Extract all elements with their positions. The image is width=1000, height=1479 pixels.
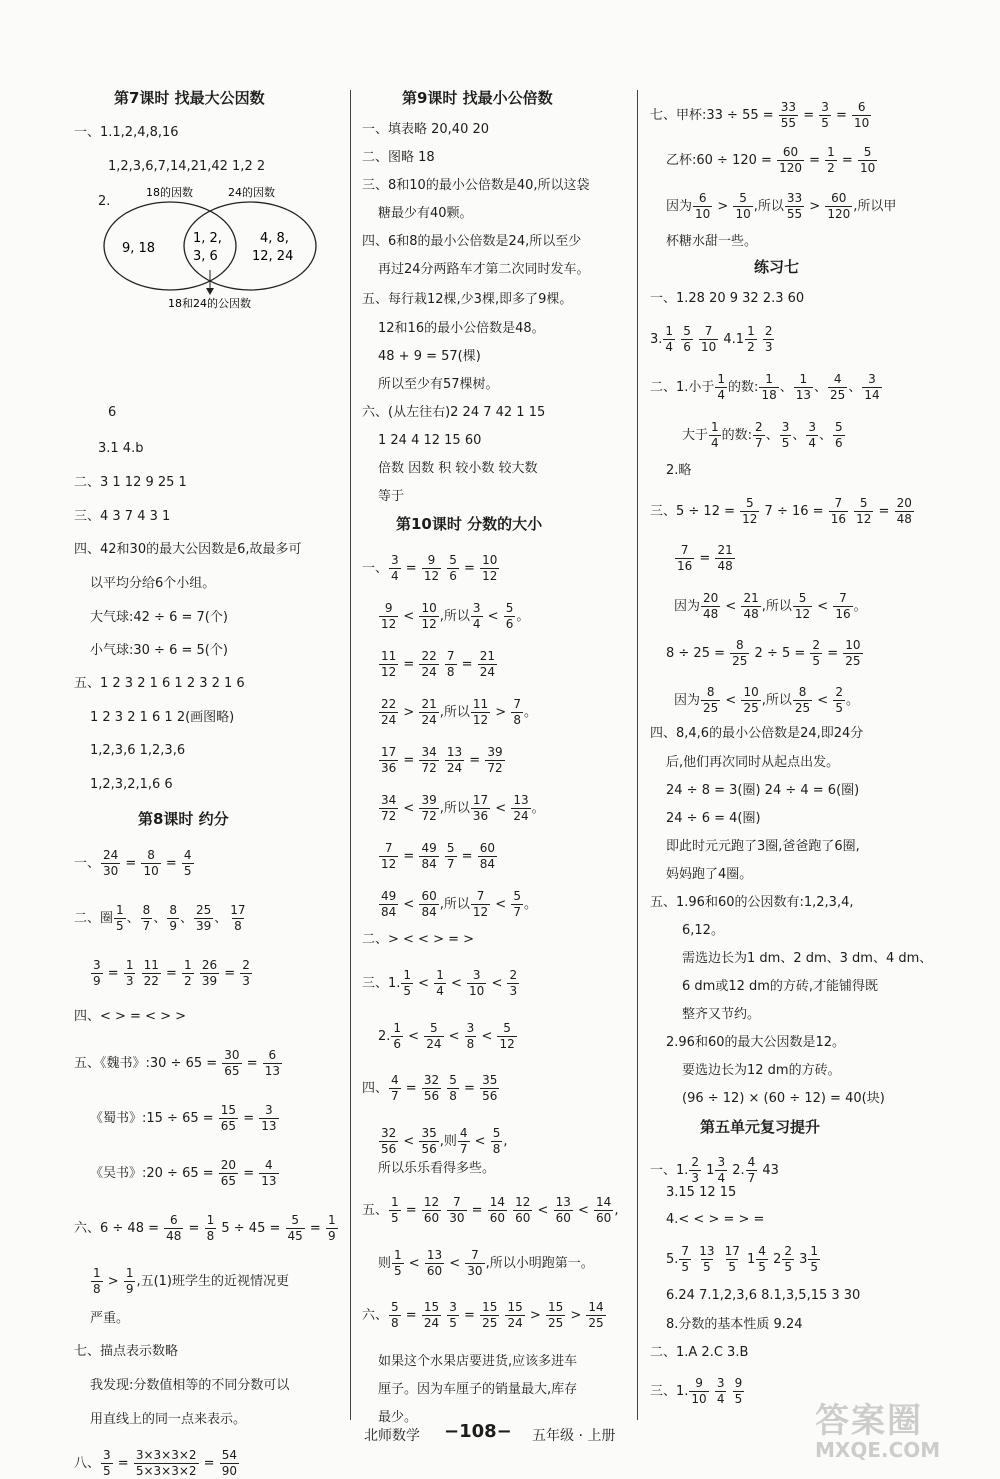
fraction: $\frac{33}{55}$ xyxy=(780,100,797,130)
fraction: $\frac{7}{16}$ xyxy=(835,591,851,621)
answer-line: 二、1.小于 $\frac{1}{4}$ 的数: $\frac{1}{18}$ 、 $\frac{1}{13}$ 、 $\frac{4}{25}$ 、 $\frac{3}{14}$ xyxy=(650,372,880,402)
watermark-logo: 答案圈 xyxy=(815,1401,923,1441)
fraction: $\frac{49}{84}$ xyxy=(421,841,437,871)
answer-line: 3.1 4.b xyxy=(98,441,144,456)
fraction: $\frac{2}{5}$ xyxy=(835,685,843,715)
answer-line: $\frac{3}{9}$ = $\frac{1}{3}$ $\frac{11}{22}$ = $\frac{1}{2}$ $\frac{26}{39}$ = $\frac{2}{3}$ xyxy=(93,958,250,988)
fraction: $\frac{5}{12}$ xyxy=(794,591,811,621)
answer-line: $\frac{11}{12}$ = $\frac{22}{24}$ $\frac{7}{8}$ = $\frac{21}{24}$ xyxy=(381,649,495,679)
fraction: $\frac{22}{24}$ xyxy=(381,697,397,727)
venn-right-title: 24的因数 xyxy=(228,186,275,199)
fraction: $\frac{15}{24}$ xyxy=(423,1300,440,1330)
fraction: $\frac{3}{5}$ xyxy=(103,1448,111,1478)
answer-line: $\frac{17}{36}$ = $\frac{34}{72}$ $\frac{13}{24}$ = $\frac{39}{72}$ xyxy=(381,745,503,775)
fraction: $\frac{4}{7}$ xyxy=(747,1155,756,1185)
fraction: $\frac{13}{24}$ xyxy=(446,745,463,775)
answer-line: $\frac{7}{12}$ = $\frac{49}{84}$ $\frac{5}{7}$ = $\frac{60}{84}$ xyxy=(381,841,495,871)
venn-right-values-1: 4, 8, xyxy=(260,231,289,246)
answer-line: 四、 $\frac{4}{7}$ = $\frac{32}{56}$ $\frac{5}{8}$ = $\frac{35}{56}$ xyxy=(362,1073,498,1103)
answer-line: 三、1. $\frac{1}{5}$ < $\frac{1}{4}$ < $\frac{3}{10}$ < $\frac{2}{3}$ xyxy=(362,968,518,998)
fraction: $\frac{1}{2}$ xyxy=(747,324,755,354)
fraction: $\frac{4}{25}$ xyxy=(830,372,846,402)
answer-line: 二、圈 $\frac{1}{5}$ 、 $\frac{8}{7}$ 、 $\frac{8}{9}$ 、 $\frac{25}{39}$ 、 $\frac{17}{8}$ xyxy=(74,903,246,933)
fraction: $\frac{3}{4}$ xyxy=(716,1376,725,1406)
answer-line: (96 ÷ 12) × (60 ÷ 12) = 40(块) xyxy=(682,1091,885,1106)
fraction: $\frac{8}{25}$ xyxy=(794,685,811,715)
answer-line: $\frac{32}{56}$ < $\frac{35}{56}$ ,则 $\frac{4}{7}$ < $\frac{5}{8}$ , xyxy=(381,1126,508,1156)
fraction: $\frac{11}{12}$ xyxy=(381,649,397,679)
fraction: $\frac{9}{12}$ xyxy=(381,601,397,631)
answer-line: 六、(从左往右)2 24 7 42 1 15 xyxy=(362,405,546,420)
fraction: $\frac{54}{90}$ xyxy=(221,1448,237,1478)
answer-line: 五、每行栽12棵,少3棵,即多了9棵。 xyxy=(362,292,573,307)
footer-grade: 五年级 · 上册 xyxy=(532,1428,616,1444)
fraction: $\frac{1}{5}$ xyxy=(391,1195,399,1225)
answer-line: 五、 $\frac{1}{5}$ = $\frac{12}{60}$ $\frac{7}{30}$ = $\frac{14}{60}$ $\frac{12}{60}$ < $\frac{13}{60}$ < $\frac{14}{60}$ , xyxy=(362,1195,619,1225)
answer-line: 6,12。 xyxy=(682,923,724,938)
answer-line: 六、6 ÷ 48 = $\frac{6}{48}$ = $\frac{1}{8}$ 5 ÷ 45 = $\frac{5}{45}$ = $\frac{1}{9}$ xyxy=(74,1213,336,1243)
fraction: $\frac{2}{3}$ xyxy=(509,968,518,998)
fraction: $\frac{22}{24}$ xyxy=(421,649,437,679)
fraction: $\frac{1}{6}$ xyxy=(393,1021,402,1051)
answer-line: 一、1.28 20 9 32 2.3 60 xyxy=(650,291,805,306)
fraction: $\frac{26}{39}$ xyxy=(201,958,218,988)
fraction: $\frac{4}{7}$ xyxy=(459,1126,468,1156)
section-heading: 第7课时 找最大公因数 xyxy=(114,89,265,107)
fraction: $\frac{5}{6}$ xyxy=(683,324,691,354)
fraction: $\frac{17}{36}$ xyxy=(381,745,397,775)
answer-line: 三、8和10的最小公倍数是40,所以这袋 xyxy=(362,178,590,193)
answer-line: 《蜀书》:15 ÷ 65 = $\frac{15}{65}$ = $\frac{3}{13}$ xyxy=(90,1103,277,1133)
answer-line: 一、 $\frac{3}{4}$ = $\frac{9}{12}$ $\frac{5}{6}$ = $\frac{10}{12}$ xyxy=(362,553,498,583)
fraction: $\frac{13}{60}$ xyxy=(555,1195,571,1225)
answer-line: 七、描点表示数略 xyxy=(74,1344,179,1359)
fraction: $\frac{8}{7}$ xyxy=(142,903,151,933)
answer-line: 3. $\frac{1}{4}$ $\frac{5}{6}$ $\frac{7}{10}$ 4.1 $\frac{1}{2}$ $\frac{2}{3}$ xyxy=(650,324,773,354)
fraction: $\frac{14}{60}$ xyxy=(489,1195,505,1225)
answer-line: 三、4 3 7 4 3 1 xyxy=(74,509,171,524)
answer-line: $\frac{49}{84}$ < $\frac{60}{84}$ ,所以 $\frac{7}{12}$ < $\frac{5}{7}$ 。 xyxy=(381,889,537,919)
fraction: $\frac{35}{56}$ xyxy=(482,1073,498,1103)
footer-subject: 北师数学 xyxy=(364,1428,420,1444)
fraction: $\frac{35}{56}$ xyxy=(421,1126,437,1156)
fraction: $\frac{3}{4}$ xyxy=(472,601,481,631)
answer-line: 则 $\frac{1}{5}$ < $\frac{13}{60}$ < $\frac{7}{30}$ ,所以小明跑第一。 xyxy=(378,1248,594,1278)
fraction: $\frac{6}{48}$ xyxy=(166,1213,182,1243)
fraction: $\frac{8}{9}$ xyxy=(169,903,177,933)
fraction: $\frac{17}{8}$ xyxy=(230,903,246,933)
answer-line: 用直线上的同一点来表示。 xyxy=(90,1412,247,1427)
venn-left-values: 9, 18 xyxy=(122,241,156,256)
answer-line: 妈妈跑了4圈。 xyxy=(666,867,753,882)
fraction: $\frac{7}{16}$ xyxy=(677,543,693,573)
fraction: $\frac{7}{30}$ xyxy=(467,1248,483,1278)
answer-line: $\frac{9}{12}$ < $\frac{10}{12}$ ,所以 $\frac{3}{4}$ < $\frac{5}{6}$ 。 xyxy=(381,601,530,631)
fraction: $\frac{9}{12}$ xyxy=(423,553,440,583)
answer-line: 以平均分给6个小组。 xyxy=(90,576,216,591)
venn-left-title: 18的因数 xyxy=(146,186,193,199)
fraction: $\frac{15}{24}$ xyxy=(507,1300,523,1330)
fraction: $\frac{5}{45}$ xyxy=(287,1213,303,1243)
answer-line: 1 2 3 2 1 6 1 2(画图略) xyxy=(90,710,235,725)
answer-line: 一、 $\frac{24}{30}$ = $\frac{8}{10}$ = $\frac{4}{5}$ xyxy=(74,848,192,878)
answer-line: 2. $\frac{1}{6}$ < $\frac{5}{24}$ < $\frac{3}{8}$ < $\frac{5}{12}$ xyxy=(378,1021,515,1051)
answer-line: 三、5 ÷ 12 = $\frac{5}{12}$ 7 ÷ 16 = $\frac{7}{16}$ $\frac{5}{12}$ = $\frac{20}{48}$ xyxy=(650,496,912,526)
fraction: $\frac{1}{5}$ xyxy=(116,903,124,933)
fraction: $\frac{8}{10}$ xyxy=(143,848,159,878)
fraction: $\frac{8}{25}$ xyxy=(732,638,748,668)
fraction: $\frac{7}{10}$ xyxy=(700,324,717,354)
answer-line: 2. xyxy=(98,194,111,209)
answer-line: 12和16的最小公倍数是48。 xyxy=(378,321,545,336)
fraction: $\frac{39}{72}$ xyxy=(487,745,503,775)
watermark-url: MXQE.COM xyxy=(815,1438,941,1462)
fraction: $\frac{4}{7}$ xyxy=(391,1073,399,1103)
fraction: $\frac{7}{16}$ xyxy=(830,496,846,526)
answer-line: 大于 $\frac{1}{4}$ 的数: $\frac{2}{7}$ 、 $\frac{3}{5}$ 、 $\frac{3}{4}$ 、 $\frac{5}{6}$ xyxy=(682,420,843,450)
answer-line: 1,2,3,6 1,2,3,6 xyxy=(90,743,186,758)
answer-line: 要选边长为12 dm的方砖。 xyxy=(682,1063,841,1078)
fraction: $\frac{2}{7}$ xyxy=(755,420,763,450)
fraction: $\frac{5}{10}$ xyxy=(735,191,751,221)
answer-line: 3.15 12 15 xyxy=(666,1185,737,1200)
answer-line: $\frac{34}{72}$ < $\frac{39}{72}$ ,所以 $\frac{17}{36}$ < $\frac{13}{24}$ 。 xyxy=(381,793,545,823)
answer-line: 6 dm或12 dm的方砖,才能铺得既 xyxy=(682,979,879,994)
fraction: $\frac{3}{13}$ xyxy=(261,1103,277,1133)
answer-line: $\frac{22}{24}$ > $\frac{21}{24}$ ,所以 $\frac{11}{12}$ > $\frac{7}{8}$ 。 xyxy=(381,697,537,727)
answer-line: 即此时元元跑了3圈,爸爸跑了6圈, xyxy=(666,839,860,854)
section-heading: 第五单元复习提升 xyxy=(700,1118,821,1136)
fraction: $\frac{49}{84}$ xyxy=(381,889,397,919)
fraction: $\frac{3}{4}$ xyxy=(717,1155,726,1185)
answer-line: 厘子。因为车厘子的销量最大,库存 xyxy=(378,1382,578,1397)
answer-line: 24 ÷ 8 = 3(圈) 24 ÷ 4 = 6(圈) xyxy=(666,783,860,798)
fraction: $\frac{3}{5}$ xyxy=(821,100,829,130)
answer-line: 如果这个水果店要进货,应该多进车 xyxy=(378,1354,578,1369)
fraction: $\frac{7}{12}$ xyxy=(472,889,489,919)
fraction: $\frac{2}{3}$ xyxy=(764,324,773,354)
fraction: $\frac{6}{10}$ xyxy=(695,191,711,221)
fraction: $\frac{60}{84}$ xyxy=(479,841,495,871)
fraction: $\frac{3}{4}$ xyxy=(808,420,816,450)
fraction: $\frac{1}{9}$ xyxy=(327,1213,336,1243)
fraction: $\frac{5}{12}$ xyxy=(499,1021,515,1051)
fraction: $\frac{60}{84}$ xyxy=(421,889,437,919)
fraction: $\frac{6}{13}$ xyxy=(264,1048,281,1078)
fraction: $\frac{1}{5}$ xyxy=(810,1244,819,1274)
fraction: $\frac{10}{25}$ xyxy=(845,638,861,668)
answer-line: 48 + 9 = 57(棵) xyxy=(378,349,481,364)
fraction: $\frac{10}{12}$ xyxy=(482,553,498,583)
answer-line: 后,他们再次同时从起点出发。 xyxy=(666,755,840,770)
watermark xyxy=(815,1393,995,1463)
answer-line: 一、填表略 20,40 20 xyxy=(362,122,490,137)
fraction: $\frac{20}{48}$ xyxy=(896,496,912,526)
answer-line: 再过24分两路车才第二次同时发车。 xyxy=(378,262,590,277)
answer-line: 因为 $\frac{6}{10}$ > $\frac{5}{10}$ ,所以 $\frac{33}{55}$ > $\frac{60}{120}$ ,所以甲 xyxy=(666,191,897,221)
fraction: $\frac{13}{24}$ xyxy=(513,793,529,823)
fraction: $\frac{5}{6}$ xyxy=(449,553,457,583)
footer-page-number: −108− xyxy=(444,1421,512,1442)
fraction: $\frac{1}{5}$ xyxy=(403,968,412,998)
fraction: $\frac{4}{13}$ xyxy=(261,1158,277,1188)
answer-line: 8 ÷ 25 = $\frac{8}{25}$ 2 ÷ 5 = $\frac{2}{5}$ = $\frac{10}{25}$ xyxy=(666,638,861,668)
fraction: $\frac{10}{25}$ xyxy=(743,685,759,715)
answer-line: 2.96和60的最大公因数是12。 xyxy=(666,1035,846,1050)
fraction: $\frac{7}{12}$ xyxy=(381,841,397,871)
fraction: $\frac{11}{12}$ xyxy=(472,697,489,727)
fraction: $\frac{60}{120}$ xyxy=(827,191,851,221)
fraction: $\frac{33}{55}$ xyxy=(786,191,803,221)
answer-line: 《吴书》:20 ÷ 65 = $\frac{20}{65}$ = $\frac{4}{13}$ xyxy=(90,1158,277,1188)
fraction: $\frac{6}{10}$ xyxy=(854,100,870,130)
fraction: $\frac{1}{2}$ xyxy=(827,145,835,175)
fraction: $\frac{2}{5}$ xyxy=(812,638,821,668)
answer-line: 5. $\frac{7}{5}$ $\frac{13}{5}$ $\frac{17}{5}$ 1 $\frac{4}{5}$ 2 $\frac{2}{5}$ 3 $\frac{1}{5}$ xyxy=(666,1244,819,1274)
answer-line: 因为 $\frac{8}{25}$ < $\frac{10}{25}$ ,所以 $\frac{8}{25}$ < $\frac{2}{5}$ 。 xyxy=(674,685,859,715)
fraction: $\frac{3\times 3\times 3\times 2}{5\times 3\times 3\times 2}$ xyxy=(135,1448,197,1478)
answer-line: 一、1.1,2,4,8,16 xyxy=(74,125,179,140)
fraction: $\frac{21}{48}$ xyxy=(743,591,759,621)
answer-line: $\frac{7}{16}$ = $\frac{21}{48}$ xyxy=(677,543,733,573)
fraction: $\frac{2}{3}$ xyxy=(242,958,250,988)
venn-diagram xyxy=(100,180,330,310)
answer-line: 二、> < < > = > xyxy=(362,932,475,947)
fraction: $\frac{25}{39}$ xyxy=(195,903,212,933)
fraction: $\frac{24}{30}$ xyxy=(103,848,119,878)
fraction: $\frac{13}{5}$ xyxy=(699,1244,715,1274)
answer-line: 大气球:42 ÷ 6 = 7(个) xyxy=(90,610,228,625)
fraction: $\frac{7}{5}$ xyxy=(681,1244,690,1274)
fraction: $\frac{21}{48}$ xyxy=(717,543,733,573)
answer-line: 等于 xyxy=(378,489,405,504)
fraction: $\frac{34}{72}$ xyxy=(381,793,397,823)
answer-line: 倍数 因数 积 较小数 较大数 xyxy=(378,461,538,476)
fraction: $\frac{14}{60}$ xyxy=(596,1195,612,1225)
answer-line: 严重。 xyxy=(90,1311,130,1326)
fraction: $\frac{1}{4}$ xyxy=(717,372,726,402)
fraction: $\frac{3}{8}$ xyxy=(466,1021,475,1051)
answer-line: 我发现:分数值相等的不同分数可以 xyxy=(90,1378,290,1393)
fraction: $\frac{7}{8}$ xyxy=(446,649,455,679)
fraction: $\frac{34}{72}$ xyxy=(421,745,437,775)
answer-line: 6.24 7.1,2,3,6 8.1,3,5,15 3 30 xyxy=(666,1288,861,1303)
answer-line: 二、3 1 12 9 25 1 xyxy=(74,475,187,490)
answer-line: 五、1 2 3 2 1 6 1 2 3 2 1 6 xyxy=(74,676,245,691)
fraction: $\frac{3}{9}$ xyxy=(93,958,101,988)
fraction: $\frac{21}{24}$ xyxy=(479,649,495,679)
fraction: $\frac{2}{5}$ xyxy=(784,1244,792,1274)
answer-line: 最少。 xyxy=(378,1410,418,1425)
fraction: $\frac{2}{3}$ xyxy=(691,1155,700,1185)
fraction: $\frac{8}{25}$ xyxy=(703,685,719,715)
fraction: $\frac{11}{22}$ xyxy=(143,958,159,988)
answer-line: 24 ÷ 6 = 4(圈) xyxy=(666,811,761,826)
column-divider-1 xyxy=(350,90,351,1420)
answer-line: 所以至少有57棵树。 xyxy=(378,377,499,392)
column-divider-2 xyxy=(637,90,638,1420)
answer-line: 1,2,3,6,7,14,21,42 1,2 2 xyxy=(108,159,266,174)
answer-line: 需选边长为1 dm、2 dm、3 dm、4 dm、 xyxy=(682,951,933,966)
answer-line: 四、< > = < > > xyxy=(74,1009,187,1024)
answer-line: 糖最少有40颗。 xyxy=(378,206,473,221)
section-heading: 第8课时 约分 xyxy=(138,810,229,828)
answer-line: 8.分数的基本性质 9.24 xyxy=(666,1317,803,1332)
fraction: $\frac{30}{65}$ xyxy=(224,1048,240,1078)
fraction: $\frac{9}{10}$ xyxy=(691,1376,707,1406)
fraction: $\frac{5}{6}$ xyxy=(505,601,514,631)
fraction: $\frac{15}{65}$ xyxy=(220,1103,237,1133)
fraction: $\frac{17}{5}$ xyxy=(724,1244,740,1274)
fraction: $\frac{1}{2}$ xyxy=(184,958,192,988)
fraction: $\frac{9}{5}$ xyxy=(734,1376,743,1406)
fraction: $\frac{13}{60}$ xyxy=(426,1248,443,1278)
fraction: $\frac{1}{5}$ xyxy=(394,1248,402,1278)
fraction: $\frac{20}{65}$ xyxy=(220,1158,237,1188)
fraction: $\frac{15}{25}$ xyxy=(482,1300,498,1330)
fraction: $\frac{7}{30}$ xyxy=(449,1195,465,1225)
fraction: $\frac{12}{60}$ xyxy=(515,1195,531,1225)
section-heading: 第10课时 分数的大小 xyxy=(396,515,543,533)
fraction: $\frac{1}{13}$ xyxy=(795,372,812,402)
answer-line: 八、 $\frac{3}{5}$ = $\frac{3\times 3\times 3\times 2}{5\times 3\times 3\times 2}$ = $\frac{54}{90}$ xyxy=(74,1448,237,1478)
answer-line: 2.略 xyxy=(666,463,692,478)
answer-line: 五、《魏书》:30 ÷ 65 = $\frac{30}{65}$ = $\frac{6}{13}$ xyxy=(74,1048,281,1078)
fraction: $\frac{1}{4}$ xyxy=(436,968,444,998)
venn-middle-values-2: 3, 6 xyxy=(193,249,218,264)
fraction: $\frac{17}{36}$ xyxy=(472,793,489,823)
section-heading: 第9课时 找最小公倍数 xyxy=(402,89,553,107)
answer-line: 二、1.A 2.C 3.B xyxy=(650,1345,749,1360)
answer-line: 乙杯:60 ÷ 120 = $\frac{60}{120}$ = $\frac{1}{2}$ = $\frac{5}{10}$ xyxy=(666,145,876,175)
section-heading: 练习七 xyxy=(754,258,800,276)
fraction: $\frac{12}{60}$ xyxy=(423,1195,440,1225)
fraction: $\frac{15}{25}$ xyxy=(547,1300,564,1330)
fraction: $\frac{5}{8}$ xyxy=(391,1300,399,1330)
venn-right-values-2: 12, 24 xyxy=(252,249,294,264)
fraction: $\frac{1}{8}$ xyxy=(93,1266,101,1296)
answer-line: 五、1.96和60的公因数有:1,2,3,4, xyxy=(650,895,854,910)
fraction: $\frac{1}{18}$ xyxy=(761,372,777,402)
answer-line: 整齐又节约。 xyxy=(682,1007,761,1022)
fraction: $\frac{5}{8}$ xyxy=(449,1073,457,1103)
fraction: $\frac{5}{6}$ xyxy=(835,420,843,450)
fraction: $\frac{1}{3}$ xyxy=(125,958,134,988)
fraction: $\frac{32}{56}$ xyxy=(381,1126,397,1156)
fraction: $\frac{4}{5}$ xyxy=(183,848,192,878)
fraction: $\frac{5}{8}$ xyxy=(492,1126,501,1156)
venn-common-label: 18和24的公因数 xyxy=(168,297,251,310)
answer-line: 1,2,3,2,1,6 6 xyxy=(90,777,173,792)
answer-line: 二、图略 18 xyxy=(362,150,435,165)
fraction: $\frac{20}{48}$ xyxy=(703,591,719,621)
fraction: $\frac{1}{4}$ xyxy=(711,420,719,450)
answer-line: 四、8,4,6的最小公倍数是24,即24分 xyxy=(650,726,864,741)
fraction: $\frac{10}{12}$ xyxy=(421,601,437,631)
answer-line: 三、1. $\frac{9}{10}$ $\frac{3}{4}$ $\frac{9}{5}$ xyxy=(650,1376,743,1406)
answer-line: 四、6和8的最小公倍数是24,所以至少 xyxy=(362,234,582,249)
fraction: $\frac{1}{9}$ xyxy=(125,1266,134,1296)
fraction: $\frac{21}{24}$ xyxy=(421,697,437,727)
fraction: $\frac{5}{7}$ xyxy=(513,889,521,919)
fraction: $\frac{3}{5}$ xyxy=(781,420,790,450)
venn-middle-values-1: 1, 2, xyxy=(193,231,222,246)
answer-line: 1 24 4 12 15 60 xyxy=(378,433,482,448)
fraction: $\frac{4}{5}$ xyxy=(758,1244,766,1274)
fraction: $\frac{14}{25}$ xyxy=(588,1300,604,1330)
answer-line: 六、 $\frac{5}{8}$ = $\frac{15}{24}$ $\frac{3}{5}$ = $\frac{15}{25}$ $\frac{15}{24}$ > $\frac{15}{25}$ > $\frac{14}{25}$ xyxy=(362,1300,604,1330)
fraction: $\frac{3}{14}$ xyxy=(864,372,880,402)
fraction: $\frac{3}{5}$ xyxy=(449,1300,457,1330)
fraction: $\frac{1}{4}$ xyxy=(665,324,674,354)
fraction: $\frac{5}{12}$ xyxy=(856,496,872,526)
fraction: $\frac{5}{10}$ xyxy=(859,145,876,175)
answer-line: 4.< < > = > = xyxy=(666,1212,765,1227)
answer-line: 四、42和30的最大公因数是6,故最多可 xyxy=(74,542,302,557)
fraction: $\frac{5}{12}$ xyxy=(742,496,758,526)
fraction: $\frac{5}{7}$ xyxy=(446,841,455,871)
fraction: $\frac{39}{72}$ xyxy=(421,793,437,823)
answer-line: 6 xyxy=(108,405,117,420)
fraction: $\frac{32}{56}$ xyxy=(423,1073,440,1103)
answer-line: 七、甲杯:33 ÷ 55 = $\frac{33}{55}$ = $\frac{3}{5}$ = $\frac{6}{10}$ xyxy=(650,100,870,130)
answer-line: 所以乐乐看得多些。 xyxy=(378,1161,496,1176)
fraction: $\frac{1}{8}$ xyxy=(206,1213,215,1243)
fraction: $\frac{3}{4}$ xyxy=(391,553,399,583)
answer-line: 因为 $\frac{20}{48}$ < $\frac{21}{48}$ ,所以 $\frac{5}{12}$ < $\frac{7}{16}$ 。 xyxy=(674,591,867,621)
answer-line: 一、1. $\frac{2}{3}$ 1 $\frac{3}{4}$ 2. $\frac{4}{7}$ 43 xyxy=(650,1155,779,1185)
fraction: $\frac{3}{10}$ xyxy=(469,968,485,998)
fraction: $\frac{60}{120}$ xyxy=(779,145,802,175)
answer-line: 杯糖水甜一些。 xyxy=(666,234,758,249)
fraction: $\frac{7}{8}$ xyxy=(513,697,521,727)
answer-line: 小气球:30 ÷ 6 = 5(个) xyxy=(90,643,228,658)
fraction: $\frac{5}{24}$ xyxy=(426,1021,442,1051)
answer-line: $\frac{1}{8}$ > $\frac{1}{9}$ ,五(1)班学生的近视情况更 xyxy=(93,1266,290,1296)
